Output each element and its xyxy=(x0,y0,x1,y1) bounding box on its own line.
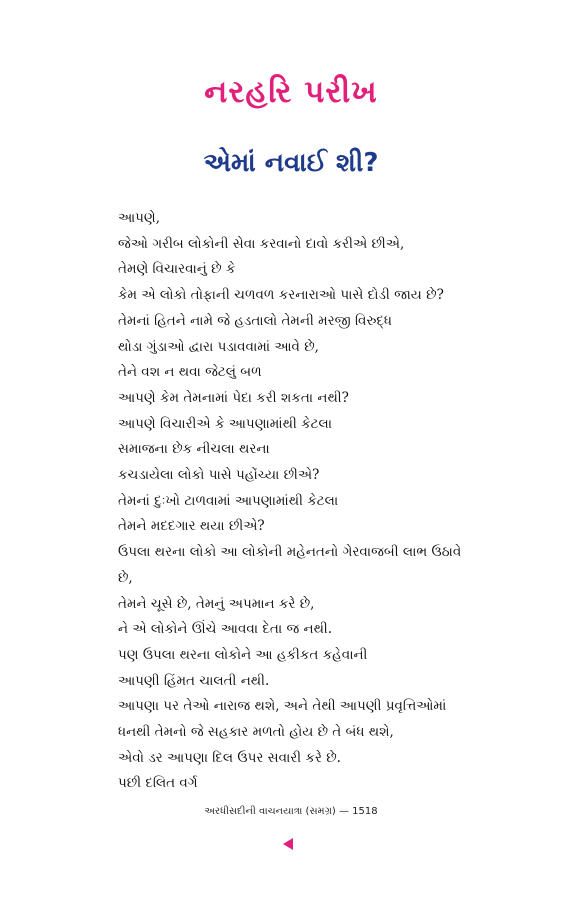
poem-line: પણ ઉપલા થરના લોકોને આ હકીકત કહેવાની xyxy=(118,646,368,663)
poem-line: થોડા ગુંડાઓ દ્વારા પડાવવામાં આવે છે, xyxy=(118,338,319,355)
poem-title: એમાં નવાઈ શી? xyxy=(203,148,379,178)
poem-line: છે, xyxy=(118,569,133,586)
poem-line: તેને વશ ન થવા જેટલું બળ xyxy=(118,364,262,381)
poem-line: તેમને મદદગાર થયા છીએ? xyxy=(118,518,265,535)
poem-line: એવો ડર આપણા દિલ ઉપર સવારી કરે છે. xyxy=(118,749,341,766)
page-footer: અરધીસદીની વાચનયાત્રા (સમગ્ર) — 1518 xyxy=(204,806,378,817)
triangle-left-icon[interactable] xyxy=(283,838,293,850)
author-name: નરહરિ પરીખ xyxy=(204,74,378,110)
poem-line: ધનથી તેમનો જે સહકાર મળતો હોય છે તે બંધ થશે, xyxy=(118,724,394,741)
poem-line: આપણે, xyxy=(118,210,160,226)
poem-line: તેમણે વિચારવાનું છે કે xyxy=(118,261,236,278)
poem-line: કેમ એ લોકો તોફાની ચળવળ કરનારાઓ પાસે દોડી જાય છે? xyxy=(118,287,444,304)
poem-line: આપણે કેમ તેમનામાં પેદા કરી શકતા નથી? xyxy=(118,389,349,406)
poem-line: ને એ લોકોને ઊંચે આવવા દેતા જ નથી. xyxy=(118,621,333,638)
poem-line: આપણે વિચારીએ કે આપણામાંથી કેટલા xyxy=(118,415,333,432)
poem-line: સમાજના છેક નીચલા થરના xyxy=(118,441,270,458)
poem-line: તેમનાં દુઃખો ટાળવામાં આપણામાંથી કેટલા xyxy=(118,492,339,509)
poem-line: તેમનાં હિતને નામે જે હડતાલો તેમની મરજી વિરુદ્ધ xyxy=(118,312,392,329)
poem-line: કચડાયેલા લોકો પાસે પહોંચ્યા છીએ? xyxy=(118,467,320,484)
poem-line: આપણી હિંમત ચાલતી નથી. xyxy=(118,672,270,689)
poem-body xyxy=(118,206,538,797)
poem-line: પછી દલિત વર્ગ xyxy=(118,775,198,792)
poem-line: તેમને ચૂસે છે, તેમનું અપમાન કરે છે, xyxy=(118,595,315,612)
poem-line: જેઓ ગરીબ લોકોની સેવા કરવાનો દાવો કરીએ છીએ, xyxy=(118,235,405,252)
poem-line: ઉપલા થરના લોકો આ લોકોની મહેનતનો ગેરવાજબી લાભ ઉઠાવે xyxy=(118,544,462,561)
poem-line: આપણા પર તેઓ નારાજ થશે, અને તેથી આપણી પ્રવૃત્તિઓમાં xyxy=(118,698,447,715)
